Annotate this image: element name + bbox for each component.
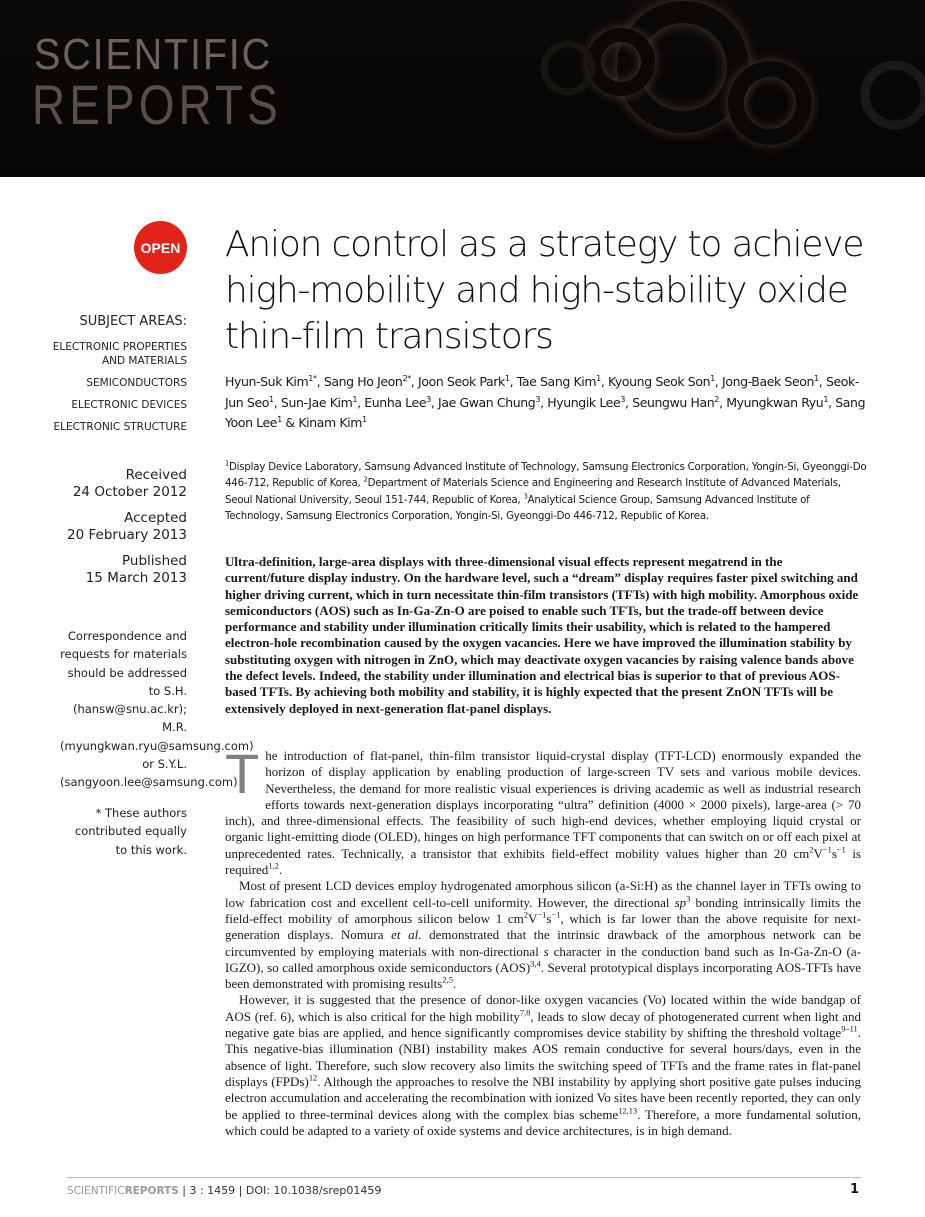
author-affiliation-mark: 3 [535, 393, 541, 404]
author-name: Hyungik Lee [547, 394, 621, 410]
author-name: Seungwu Han [632, 394, 715, 410]
author-affiliation-mark: 1 [814, 372, 819, 383]
italic-run: et al. [391, 927, 422, 943]
body-paragraph [225, 742, 861, 878]
superscript: 12,13 [618, 1105, 638, 1116]
received-date: Received 24 October 2012 [72, 467, 187, 500]
gears-decoration-icon [470, 0, 925, 177]
author-name: Seok-Jun Seo [225, 374, 859, 410]
text-run: . [452, 976, 457, 992]
accepted-date: Accepted 20 February 2013 [67, 510, 187, 543]
abstract: Ultra-definition, large-area displays with three-dimensional visual effects represent megatrend in the current/future display industry. On the hardware level, such a “dream” display requires faster pixel switching and higher driving current, which in turn necessitate thin-film transistors (TFTs) with high mobility. Amorphous oxide semiconductors (AOS) such as In-Ga-Zn-O are poised to enable such TFTs, but the trade-off between device performance and stability under illumination critically limits their usability, which is related to the hampered electron-hole recombination caused by the oxygen vacancies. Here we have improved the illumination stability by substituting oxygen with nitrogen in ZnO, which may deactivate oxygen vacancies by raising valence bands above the defect levels. Indeed, the stability under illumination and electrical bias is superior to that of previous AOS-based TFTs. By achieving both mobility and stability, it is highly expected that the present ZnON TFTs will be extensively deployed in next-generation flat-panel displays. [225, 554, 859, 716]
article-title: Anion control as a strategy to achieve high-mobility and high-stability oxide thin-film transistors [225, 224, 864, 357]
text-run: he introduction of flat-panel, thin-film transistor liquid-crystal display (TFT-LCD) enormously expanded the horizon of display application by enabling production of large-screen TV sets and various mobile devices. Nevertheless, the demand for more realistic visual experiences is driving academic as well as industrial research efforts towards next-generation displays incorporating “ultra” definition (4000 × 2000 pixels), large-area (> 70 inch), and three-dimensional effects. The feasibility of such high-end devices, whether employing liquid crystal or organic light-emitting diode (OLED), hinges on high performance TFT components that can switch on or off each pixel at unprecedented rates. Technically, a transistor that exhibits field-effect mobility values higher than 20 cm [225, 748, 861, 861]
text-run: . Several prototypical displays incorporating AOS-TFTs have been demonstrated with promising results [225, 959, 861, 992]
superscript: 7,8 [519, 1007, 531, 1018]
subject-areas-heading: SUBJECT AREAS: [79, 314, 187, 329]
superscript: 1,2 [268, 860, 279, 871]
author-name: Kyoung Seok Son [608, 374, 711, 389]
italic-run: sp [674, 894, 687, 910]
drop-cap: T [225, 742, 260, 805]
author-affiliation-mark: 2 [714, 393, 720, 404]
journal-banner [0, 0, 925, 177]
affiliations [225, 460, 870, 525]
text-run: s [831, 845, 837, 861]
superscript: 3,4 [530, 958, 541, 969]
superscript: −1 [551, 909, 561, 920]
author-name: Joon Seok Park [418, 374, 505, 389]
text-run: , which is far lower than the above requisite for next-generation displays. Nomura [225, 910, 862, 943]
superscript: 9–11 [841, 1023, 858, 1034]
text-run: bonding intrinsically limits the field-effect mobility of amorphous silicon below 1 cm [225, 894, 861, 926]
author-list: Hyun-Suk Kim$^{1*}$, Sang Ho Jeon$^{2*}$, Joon Seok Park$^1$, Tae Sang Kim$^1$, Kyoung Seok Son$^1$, Jong-Baek Seon$^1$, Seok-Jun Seo$^1$, Sun-Jae Kim$^1$, Eunha Lee$^3$, Jae Gwan Chung$^3$, Hyungik Lee$^3$, Seungwu Han$^2$, Myungkwan Ryu$^1$, Sang Yoon Lee$^1$ & Kinam Kim$^1$ [225, 372, 866, 430]
superscript: −1 [836, 844, 846, 855]
author-name: Kinam Kim [298, 415, 363, 430]
superscript: −1 [537, 909, 547, 920]
subject-area-item[interactable]: ELECTRONIC PROPERTIES AND MATERIALS [52, 341, 187, 367]
author-affiliation-mark: 2* [402, 372, 411, 383]
correspondence-note: Correspondence and requests for materials should be addressed to S.H. (hansw@snu.ac.kr); M.R. (myungkwan.ryu@samsung.com) or S.Y.L. (sangyoon.lee@samsung.com) [60, 629, 254, 790]
author-affiliation-mark: 1 [823, 393, 829, 404]
author-affiliation-mark: 1 [504, 372, 510, 383]
author-name: Jae Gwan Chung [438, 394, 536, 410]
text-run: character in the conduction band such as In-Ga-Zn-O (a-IGZO), so called amorphous oxide semiconductors (AOS) [225, 943, 861, 975]
open-access-badge: OPEN [134, 221, 187, 274]
journal-logo-line2: REPORTS [32, 73, 282, 136]
author-name: Jong-Baek Seon [722, 374, 815, 389]
text-run: . [278, 862, 283, 878]
body-paragraph [225, 878, 861, 992]
superscript: −1 [822, 844, 832, 855]
author-affiliation-mark: 1* [308, 372, 317, 383]
affiliation-number: 1 [225, 459, 230, 468]
author-affiliation-mark: 1 [710, 372, 715, 383]
subject-area-item[interactable]: ELECTRONIC DEVICES [71, 399, 187, 411]
footer-citation: SCIENTIFICREPORTS | 3 : 1459 | DOI: 10.1038/srep01459 [67, 1184, 382, 1197]
author-affiliation-mark: 3 [426, 393, 431, 404]
text-run: demonstrated that the intrinsic drawback of the amorphous network can be circumvented by employing materials with non-directional [225, 927, 861, 959]
text-run: s [546, 910, 552, 926]
text-run: , leads to slow decay of photogenerated current when light and negative gate bias are applied, and hence significantly compromises device stability by shifting the threshold voltage [225, 1008, 861, 1041]
superscript: 2 [809, 844, 814, 855]
author-affiliation-mark: 1 [277, 413, 282, 424]
text-run: V [528, 910, 538, 926]
superscript: 2 [523, 909, 529, 920]
text-run: is required [225, 845, 861, 878]
journal-logo-line1: SCIENTIFIC [34, 30, 273, 79]
author-name: Eunha Lee [364, 394, 427, 410]
text-run: . Therefore, a more fundamental solution, which could be adapted to a variety of oxide systems and device architectures, is in high demand. [225, 1106, 861, 1138]
affiliation-number: 3 [523, 492, 528, 501]
author-name: Hyun-Suk Kim [225, 374, 309, 389]
author-name: Tae Sang Kim [516, 374, 597, 389]
footer-divider [67, 1177, 861, 1178]
body-paragraph [225, 992, 861, 1139]
equal-contribution-note: * These authors contributed equally to this work. [74, 806, 187, 857]
author-affiliation-mark: 1 [362, 413, 367, 424]
text-run: . This negative-bias illumination (NBI) instability makes AOS remain conductive for several hours/days, even in the absence of light. Therefore, such slow recovery also limits the switching speed of TFTs and the frame rates in flat-panel displays (FPDs) [225, 1025, 861, 1089]
text-run: V [813, 845, 823, 861]
affiliation-text: Display Device Laboratory, Samsung Advanced Institute of Technology, Samsung Electronics Corporation, Yongin-Si, Gyeonggi-Do 446-712, Republic of Korea, [225, 462, 867, 490]
superscript: 2,5 [442, 974, 453, 985]
published-date: Published 15 March 2013 [85, 553, 187, 586]
author-name: Sang Ho Jeon [323, 374, 403, 389]
author-affiliation-mark: 3 [620, 393, 626, 404]
affiliation-text: Department of Materials Science and Engineering and Research Institute of Advanced Materials, Seoul National University, Seoul 151-744, Republic of Korea, [225, 478, 841, 506]
superscript: 12 [308, 1072, 318, 1083]
text-run: However, it is suggested that the presence of donor-like oxygen vacancies (Vo) located within the wide bandgap of AOS (ref. 6), which is also critical for the high mobility [225, 992, 861, 1024]
article-body [225, 742, 862, 1139]
page-number: 1 [850, 1182, 860, 1197]
author-name: Sang Yoon Lee [225, 394, 866, 430]
subject-area-item[interactable]: ELECTRONIC STRUCTURE [53, 421, 187, 433]
text-run: . Although the approaches to resolve the NBI instability by applying short positive gate pulses inducing electron accumulation and accelerating the recombination with ionized Vo sites have been recently reported, they can only be applied to three-terminal devices along with the complex bias scheme [225, 1073, 861, 1122]
affiliation-text: Analytical Science Group, Samsung Advanced Institute of Technology, Samsung Electronics Corporation, Yongin-Si, Gyeonggi-Do 446-712, Republic of Korea. [225, 494, 810, 522]
author-affiliation-mark: 1 [352, 393, 358, 404]
text-run: Most of present LCD devices employ hydrogenated amorphous silicon (a-Si:H) as the channel layer in TFTs owing to low fabrication cost and excellent cell-to-cell uniformity. However, the directional [225, 878, 861, 910]
author-name: Sun-Jae Kim [280, 394, 353, 410]
author-name: Myungkwan Ryu [726, 394, 824, 410]
subject-area-item[interactable]: SEMICONDUCTORS [86, 377, 187, 389]
superscript: 3 [686, 893, 691, 904]
author-affiliation-mark: 1 [268, 393, 274, 404]
italic-run: s [543, 943, 549, 959]
affiliation-number: 2 [363, 475, 368, 484]
author-affiliation-mark: 1 [596, 372, 601, 383]
